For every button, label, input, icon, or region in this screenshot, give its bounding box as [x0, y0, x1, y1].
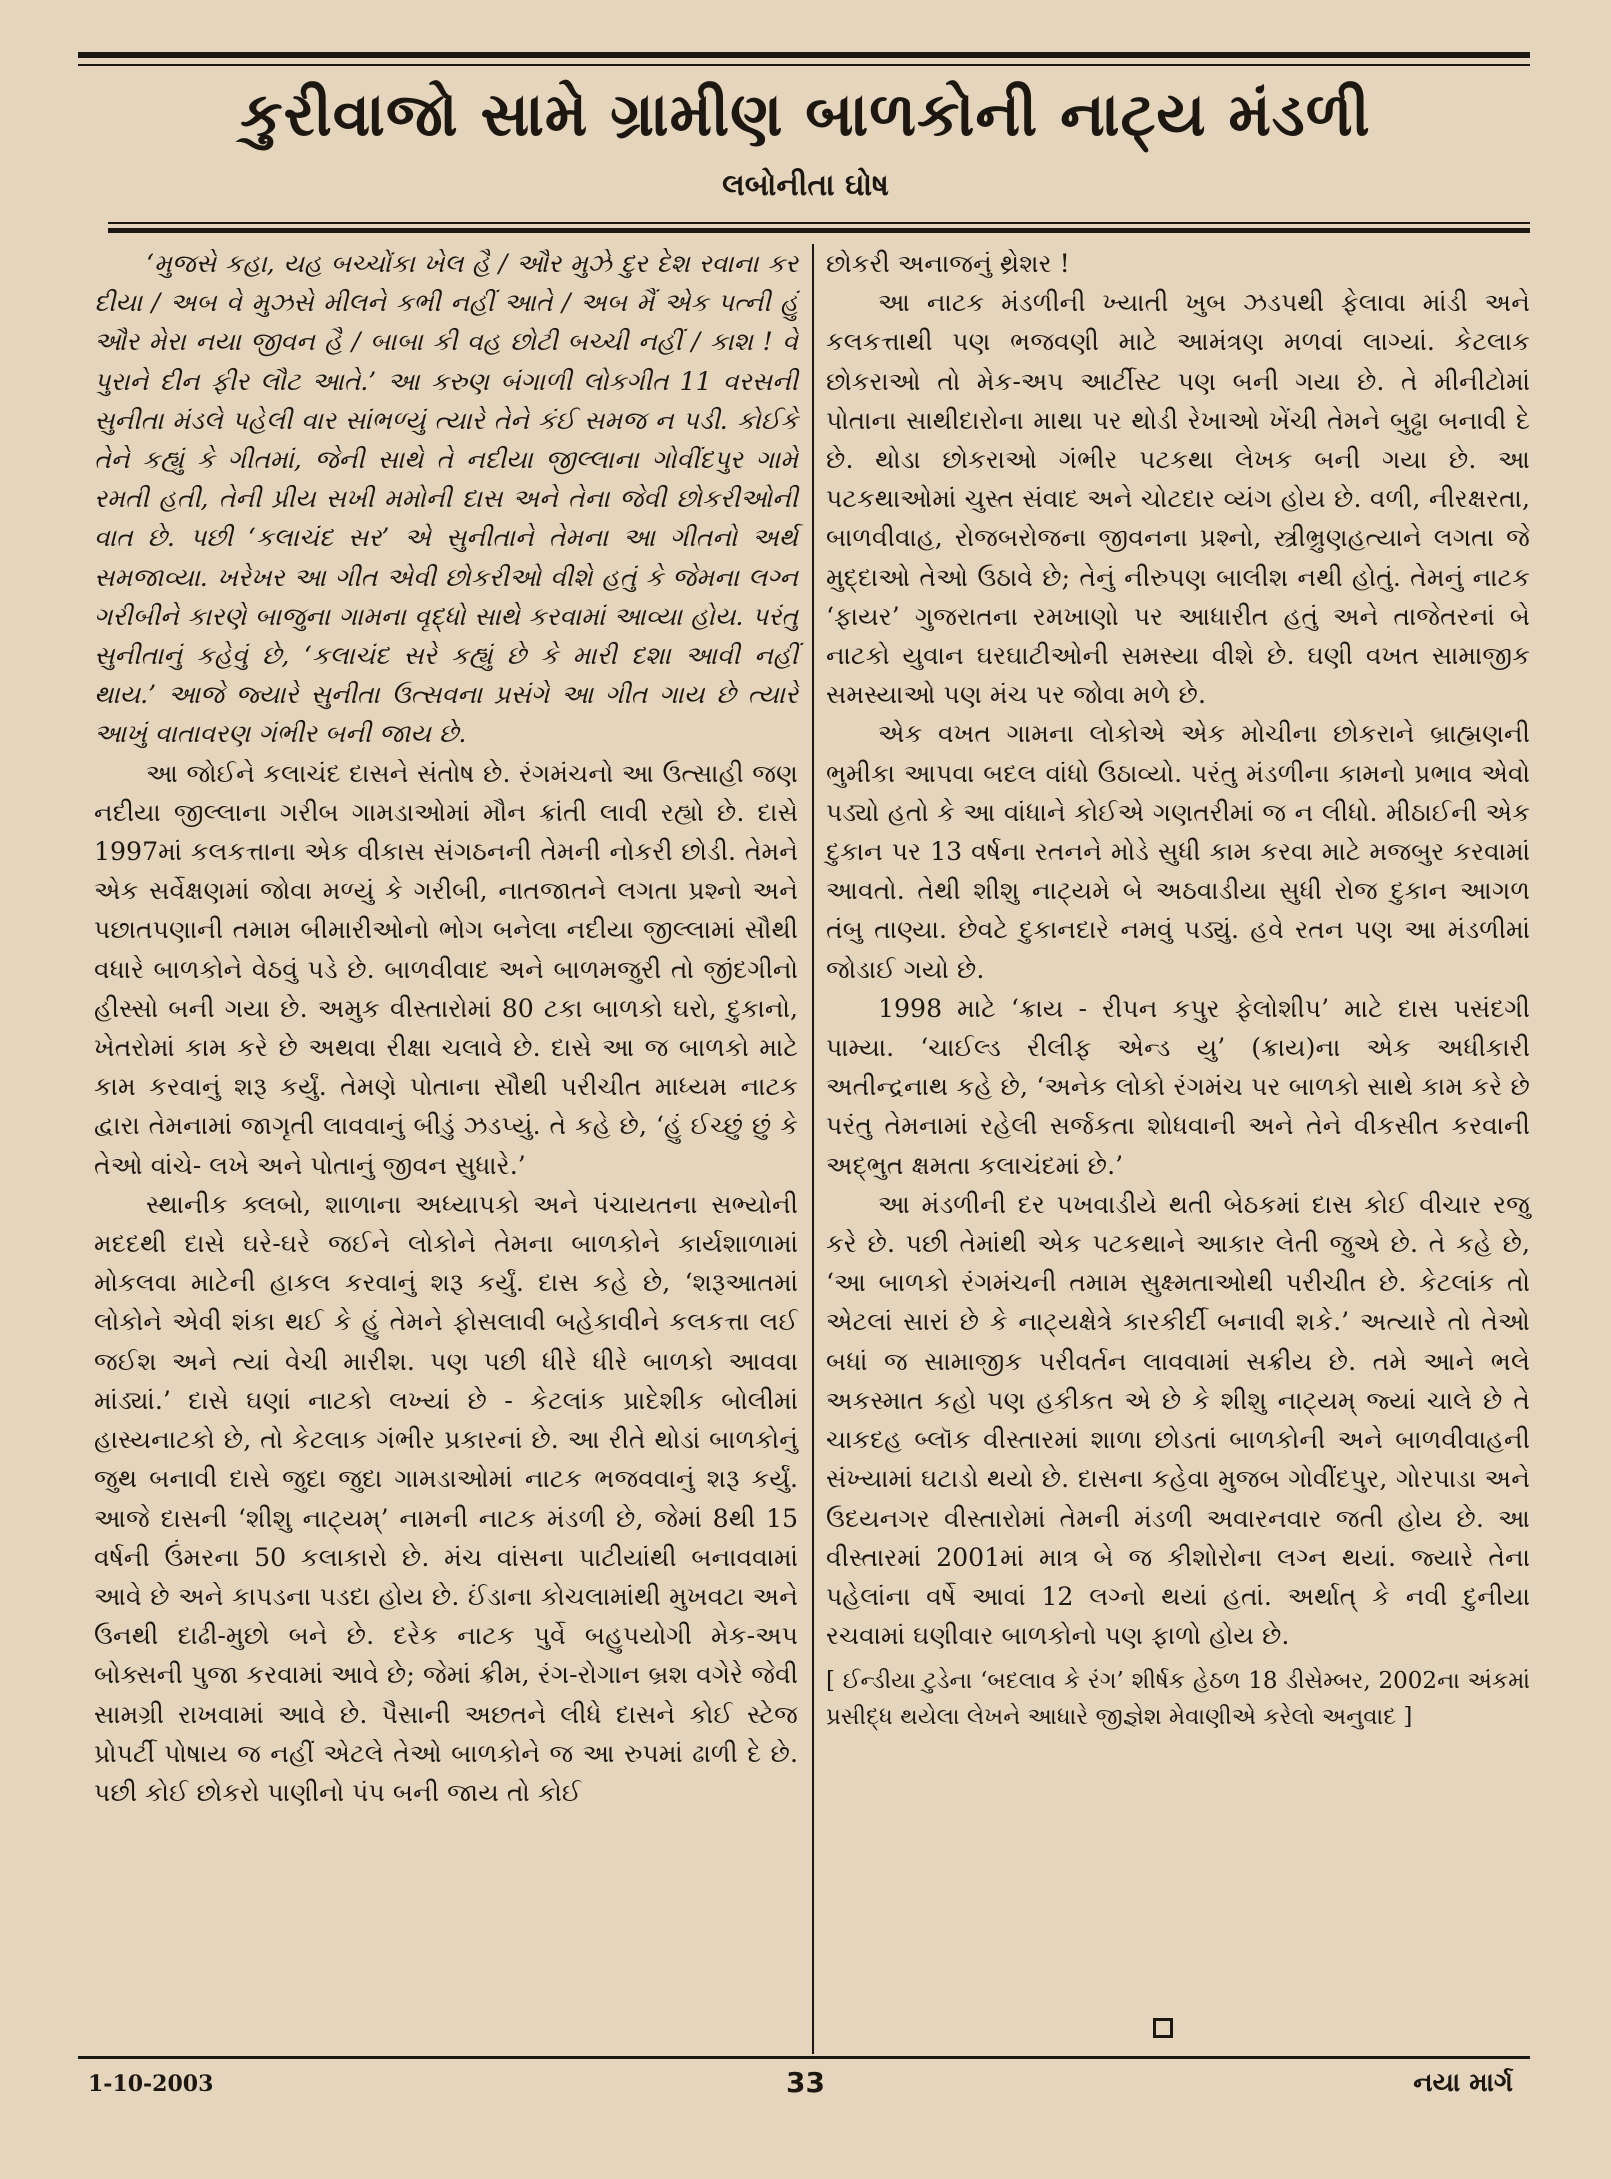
magazine-name: નયા માર્ગ: [1413, 2068, 1513, 2098]
paragraph: આ જોઈને કલાચંદ દાસને સંતોષ છે. રંગમંચનો આ ઉત્સાહી જણ નદીયા જીલ્લાના ગરીબ ગામડાઓમાં મૌન ક્રાંતી લાવી રહ્યો છે. દાસે 1997માં કલકત્તાના એક વીકાસ સંગઠનની તેમની નોકરી છોડી. તેમને એક સર્વેક્ષણમાં જોવા મળ્યું કે ગરીબી, નાતજાતને લગતા પ્રશ્નો અને પછાતપણાની તમામ બીમારીઓનો ભોગ બનેલા નદીયા જીલ્લામાં સૌથી વધારે બાળકોને વેઠવું પડે છે. બાળવીવાદ અને બાળમજુરી તો જીંદગીનો હીસ્સો બની ગયા છે. અમુક વીસ્તારોમાં 80 ટકા બાળકો ઘરો, દુકાનો, ખેતરોમાં કામ કરે છે અથવા રીક્ષા ચલાવે છે. દાસે આ જ બાળકો માટે કામ કરવાનું શરૂ કર્યું. તેમણે પોતાના સૌથી પરીચીત માધ્યમ નાટક દ્વારા તેમનામાં જાગૃતી લાવવાનું બીડું ઝડપ્યું. તે કહે છે, ‘હું ઈચ્છું છું કે તેઓ વાંચે- લખે અને પોતાનું જીવન સુધારે.’: [94, 758, 798, 1180]
right-column: [826, 244, 1530, 1735]
header-rule-thick: [108, 228, 1530, 233]
end-of-article-icon: [1153, 2018, 1173, 2038]
source-note: [ ઈન્ડીયા ટુડેના ‘બદલાવ કે રંગ’ શીર્ષક હેઠળ 18 ડીસેમ્બર, 2002ના અંકમાં પ્રસીદ્ધ થયેલા લેખને આધારે જીજ્ઞેશ મેવાણીએ કરેલો અનુવાદ ]: [826, 1668, 1530, 1731]
footer-date: 1-10-2003: [88, 2071, 214, 2097]
article-byline: લબોનીતા ઘોષ: [722, 168, 889, 203]
paragraph: 1998 માટે ‘ક્રાય - રીપન કપુર ફેલોશીપ’ માટે દાસ પસંદગી પામ્યા. ‘ચાઈલ્ડ રીલીફ એન્ડ યુ’ (ક્રાય)ના એક અધીકારી અતીન્દ્રનાથ કહે છે, ‘અનેક લોકો રંગમંચ પર બાળકો સાથે કામ કરે છે પરંતુ તેમનામાં રહેલી સર્જકતા શોધવાની અને તેને વીકસીત કરવાની અદ્ભુત ક્ષમતા કલાચંદમાં છે.’: [826, 993, 1530, 1180]
paragraph: આ નાટક મંડળીની ખ્યાતી ખુબ ઝડપથી ફેલાવા માંડી અને કલકત્તાથી પણ ભજવણી માટે આમંત્રણ મળવાં લાગ્યાં. કેટલાક છોકરાઓ તો મેક-અપ આર્ટીસ્ટ પણ બની ગયા છે. તે મીનીટોમાં પોતાના સાથીદારોના માથા પર થોડી રેખાઓ ખેંચી તેમને બુઢ્ઢા બનાવી દે છે. થોડા છોકરાઓ ગંભીર પટકથા લેખક બની ગયા છે. આ પટકથાઓમાં ચુસ્ત સંવાદ અને ચોટદાર વ્યંગ હોય છે. વળી, નીરક્ષરતા, બાળવીવાહ, રોજબરોજના જીવનના પ્રશ્નો, સ્ત્રીભ્રુણહત્યાને લગતા જે મુદ્દાઓ તેઓ ઉઠાવે છે; તેનું નીરુપણ બાલીશ નથી હોતું. તેમનું નાટક ‘ફાયર’ ગુજરાતના રમખાણો પર આધારીત હતું અને તાજેતરનાં બે નાટકો યુવાન ઘરઘાટીઓની સમસ્યા વીશે છે. ઘણી વખત સામાજીક સમસ્યાઓ પણ મંચ પર જોવા મળે છે.: [826, 288, 1530, 710]
paragraph: સ્થાનીક ક્લબો, શાળાના અધ્યાપકો અને પંચાયતના સભ્યોની મદદથી દાસે ઘરે-ઘરે જઈને લોકોને તેમના બાળકોને કાર્યશાળામાં મોકલવા માટેની હાકલ કરવાનું શરૂ કર્યું. દાસ કહે છે, ‘શરૂઆતમાં લોકોને એવી શંકા થઈ કે હું તેમને ફોસલાવી બહેકાવીને કલકત્તા લઈ જઈશ અને ત્યાં વેચી મારીશ. પણ પછી ધીરે ધીરે બાળકો આવવા માંડ્યાં.’ દાસે ઘણાં નાટકો લખ્યાં છે - કેટલાંક પ્રાદેશીક બોલીમાં હાસ્યનાટકો છે, તો કેટલાક ગંભીર પ્રકારનાં છે. આ રીતે થોડાં બાળકોનું જુથ બનાવી દાસે જુદા જુદા ગામડાઓમાં નાટક ભજવવાનું શરૂ કર્યું. આજે દાસની ‘શીશુ નાટ્યમ્’ નામની નાટક મંડળી છે, જેમાં 8થી 15 વર્ષની ઉંમરના 50 કલાકારો છે. મંચ વાંસના પાટીયાંથી બનાવવામાં આવે છે અને કાપડના પડદા હોય છે. ઈંડાના કોચલામાંથી મુખવટા અને ઉનથી દાઢી-મુછો બને છે. દરેક નાટક પુર્વે બહુપયોગી મેક-અપ બોક્સની પુજા કરવામાં આવે છે; જેમાં ક્રીમ, રંગ-રોગાન બ્રશ વગેરે જેવી સામગ્રી રાખવામાં આવે છે. પૈસાની અછતને લીધે દાસને કોઈ સ્ટેજ પ્રોપર્ટી પોષાય જ નહીં એટલે તેઓ બાળકોને જ આ રુપમાં ઢાળી દે છે. પછી કોઈ છોકરો પાણીનો પંપ બની જાય તો કોઈ: [94, 1189, 798, 1807]
header-rule-thin: [108, 222, 1530, 224]
footer-rule: [78, 2056, 1530, 2059]
column-divider: [812, 244, 814, 2054]
top-rule-thin: [78, 64, 1530, 66]
page-number: 33: [786, 2066, 825, 2099]
paragraph: એક વખત ગામના લોકોએ એક મોચીના છોકરાને બ્રાહ્મણની ભુમીકા આપવા બદલ વાંધો ઉઠાવ્યો. પરંતુ મંડળીના કામનો પ્રભાવ એવો પડ્યો હતો કે આ વાંધાને કોઈએ ગણતરીમાં જ ન લીધો. મીઠાઈની એક દુકાન પર 13 વર્ષના રતનને મોડે સુધી કામ કરવા માટે મજબુર કરવામાં આવતો. તેથી શીશુ નાટ્યમે બે અઠવાડીયા સુધી રોજ દુકાન આગળ તંબુ તાણ્યા. છેવટે દુકાનદારે નમવું પડ્યું. હવે રતન પણ આ મંડળીમાં જોડાઈ ગયો છે.: [826, 719, 1530, 984]
left-column: [94, 244, 798, 1812]
paragraph: આ મંડળીની દર પખવાડીયે થતી બેઠકમાં દાસ કોઈ વીચાર રજુ કરે છે. પછી તેમાંથી એક પટકથાને આકાર લેતી જુએ છે. તે કહે છે, ‘આ બાળકો રંગમંચની તમામ સુક્ષ્મતાઓથી પરીચીત છે. કેટલાંક તો એટલાં સારાં છે કે નાટ્યક્ષેત્રે કારકીર્દી બનાવી શકે.’ અત્યારે તો તેઓ બધાં જ સામાજીક પરીવર્તન લાવવામાં સક્રીય છે. તમે આને ભલે અકસ્માત કહો પણ હકીકત એ છે કે શીશુ નાટ્યમ્ જ્યાં ચાલે છે તે ચાકદહ બ્લૉક વીસ્તારમાં શાળા છોડતાં બાળકોની અને બાળવીવાહની સંખ્યામાં ઘટાડો થયો છે. દાસના કહેવા મુજબ ગોવીંદપુર, ગોરપાડા અને ઉદયનગર વીસ્તારોમાં તેમની મંડળી અવારનવાર જતી હોય છે. આ વીસ્તારમાં 2001માં માત્ર બે જ કીશોરોના લગ્ન થયાં. જ્યારે તેના પહેલાંના વર્ષે આવાં 12 લગ્નો થયાં હતાં. અર્થાત્ કે નવી દુનીયા રચવામાં ઘણીવાર બાળકોનો પણ ફાળો હોય છે.: [826, 1189, 1530, 1651]
paragraph: છોકરી અનાજનું થ્રેશર !: [826, 249, 1070, 278]
paragraph: ‘મુજસે કહા, યહ બચ્ચોંકા ખેલ હૈ / ઔર મુઝે દુર દેશ રવાના કર દીયા / અબ વે મુઝસે મીલને કભી નહીં આતે / અબ મૈં એક પત્ની હું ઔર મેરા નયા જીવન હૈ / બાબા કી વહ છોટી બચ્ચી નહીં / કાશ ! વે પુરાને દીન ફીર લૌટ આતે.’ આ કરુણ બંગાળી લોકગીત 11 વરસની સુનીતા મંડલે પહેલી વાર સાંભળ્યું ત્યારે તેને કંઈ સમજ ન પડી. કોઈકે તેને કહ્યું કે ગીતમાં, જેની સાથે તે નદીયા જીલ્લાના ગોવીંદપુર ગામે રમતી હતી, તેની પ્રીય સખી મમોની દાસ અને તેના જેવી છોકરીઓની વાત છે. પછી ‘કલાચંદ સર’ એ સુનીતાને તેમના આ ગીતનો અર્થ સમજાવ્યા. ખરેખર આ ગીત એવી છોકરીઓ વીશે હતું કે જેમના લગ્ન ગરીબીને કારણે બાજુના ગામના વૃદ્ધો સાથે કરવામાં આવ્યા હોય. પરંતુ સુનીતાનું કહેવું છે, ‘કલાચંદ સરે કહ્યું છે કે મારી દશા આવી નહીં થાય.’ આજે જ્યારે સુનીતા ઉત્સવના પ્રસંગે આ ગીત ગાય છે ત્યારે આખું વાતાવરણ ગંભીર બની જાય છે.: [94, 249, 798, 749]
top-rule-thick: [78, 52, 1530, 58]
article-title: કુરીવાજો સામે ગ્રામીણ બાળકોની નાટ્ય મંડળી: [240, 80, 1371, 150]
